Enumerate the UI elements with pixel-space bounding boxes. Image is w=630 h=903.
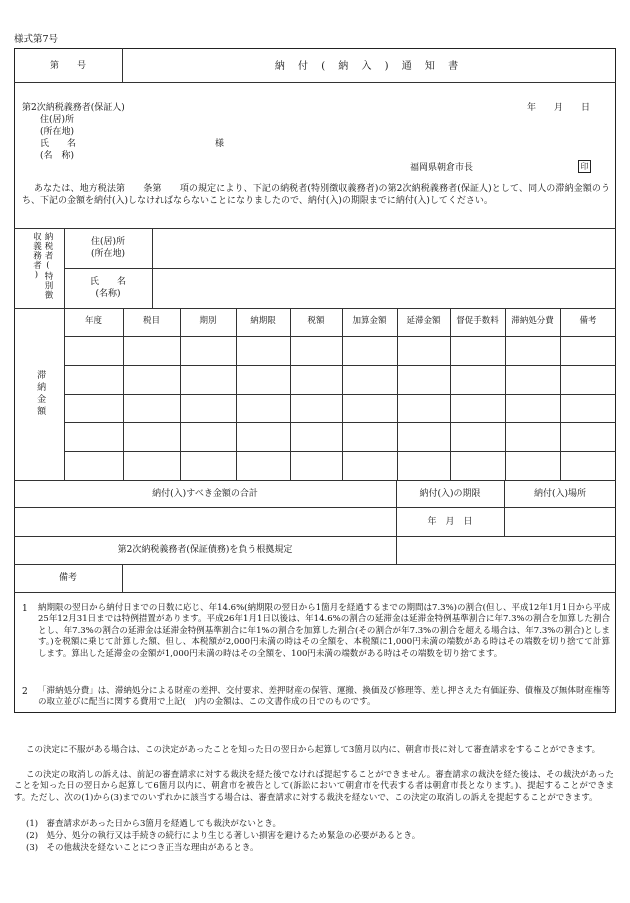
official-seal: 印 (578, 160, 591, 173)
basis-label: 第2次納税義務者(保証債務)を負う根拠規定 (117, 545, 293, 555)
arrears-column-header: 年度 (84, 316, 102, 326)
form-number: 様式第7号 (14, 34, 59, 45)
arrears-row-line (64, 422, 616, 423)
arrears-row-line (64, 394, 616, 395)
addressee-address-sub: (所在地) (40, 127, 75, 137)
arrears-top-line (14, 308, 616, 309)
remarks-label: 備考 (58, 573, 77, 583)
addressee-name-label: 氏 名 (40, 139, 77, 149)
payment-place-label: 納付(入)場所 (533, 489, 587, 499)
arrears-column-header: 税目 (142, 316, 160, 326)
totals-mid-line (14, 507, 616, 508)
honorific: 様 (215, 139, 225, 149)
note-1-number: 1 (22, 604, 28, 614)
appeal-notice: この決定に不服がある場合は、この決定があったことを知った日の翌日から起算して3箇月以内に、朝倉市長に対して審査請求をすることができます。 (26, 745, 601, 755)
exception-2: (2) 処分、処分の執行又は手続きの続行により生じる著しい損害を避けるため緊急の必要があるとき。 (26, 831, 421, 841)
header-divider (14, 82, 616, 83)
remarks-split (122, 564, 123, 592)
arrears-side-label: 滞納金額 (35, 370, 46, 418)
lawsuit-notice: この決定の取消しの訴えは、前記の審査請求に対する裁決を経た後でなければ提起することができません。審査請求の裁決を経た後は、その裁決があったことを知った日の翌日から起算して6箇月以内に、朝倉市を被告として(訴訟において朝倉市を代表する者は朝倉市長となります。)、提起することができます。ただし、次の(1)から(3)までのいずれかに該当する場合は、審査請求に対する裁決を経ないで、この決定の取消しの訴えを提起することができます。 (14, 770, 614, 803)
issuer: 福岡県朝倉市長 (410, 163, 474, 173)
taxpayer-name-label: 氏 名 (89, 277, 126, 287)
taxpayer-side-label: 納税者(特別徴収義務者) (31, 232, 53, 300)
addressee-name-sub: (名 称) (40, 151, 75, 161)
note-1: 納期限の翌日から納付日までの日数に応じ、年14.6%(納期限の翌日から1箇月を経過するまでの期間は7.3%)の割合(但し、平成12年1月1日から平成25年12月31日までは特例措置があります。平成26年1月1日以後は、年14.6%の割合の延滞金は延滞金特例基準割合に年7.3%の割合を加算した割合とし、年7.3%の割合の延滞金は延滞金特例基準割合に年1%の割合を加算した割合(その割合が年7.3%の割合を超える場合は、年7.3%の割合)とします。)を税額に乗じて計算した額、但し、本税額が2,000円未満の時はその全額を、本税額に1,000円未満の端数がある時はその端数を切り捨てて計算します。算出した延滞金の金額が1,000円未満の時はその全額を、100円未満の端数がある時はその端数を切り捨てます。 (38, 603, 610, 659)
notice-text: あなたは、地方税法第 条第 項の規定により、下記の納税者(特別徴収義務者)の第2次納税義務者(保証人)として、同人の滞納金額のうち、下記の金額を納付(入)しなければならないことになりましたので、納付(入)の期限までに納付(入)してください。 (22, 184, 610, 207)
exception-3: (3) その他裁決を経ないことにつき正当な理由があるとき。 (26, 843, 259, 853)
deadline-date: 年 月 日 (427, 517, 473, 527)
arrears-column-header: 延滞金額 (406, 316, 441, 326)
remarks-bottom-line (14, 592, 616, 593)
note-2: 「滞納処分費」は、滞納処分による財産の差押、交付要求、差押財産の保管、運搬、換価及び修理等、差し押さえた有価証券、債権及び無体財産権等の取立並びに配当に関する費用で上記( )内の金額は、この文書作成の日でのものです。 (38, 686, 610, 708)
issue-date: 年 月 日 (527, 103, 591, 113)
taxpayer-address-sub: (所在地) (90, 249, 126, 259)
document-number: 第 号 (49, 61, 86, 71)
taxpayer-top-line (14, 228, 616, 229)
exception-1: (1) 審査請求があった日から3箇月を経過しても裁決がないとき。 (26, 819, 282, 829)
arrears-column-header: 期別 (199, 316, 217, 326)
arrears-row-line (64, 336, 616, 337)
arrears-column-header: 備考 (579, 316, 597, 326)
arrears-row-line (64, 451, 616, 452)
deadline-label: 納付(入)の期限 (419, 489, 481, 499)
addressee-address-label: 住(居)所 (40, 115, 75, 125)
taxpayer-address-label: 住(居)所 (90, 237, 126, 247)
arrears-column-header: 督促手数料 (456, 316, 499, 326)
note-2-number: 2 (22, 687, 28, 697)
taxpayer-name-sub: (名称) (95, 289, 121, 299)
document-title: 納 付 ( 納 入 ) 通 知 書 (274, 61, 464, 72)
arrears-column-header: 納期限 (250, 316, 276, 326)
arrears-column-header: 滞納処分費 (511, 316, 554, 326)
totals-bottom-line (14, 536, 616, 537)
secondary-payer-label: 第2次納税義務者(保証人) (22, 103, 125, 113)
arrears-column-header: 税額 (307, 316, 325, 326)
arrears-column-header: 加算金額 (352, 316, 387, 326)
total-amount-label: 納付(入)すべき金額の合計 (152, 489, 258, 499)
arrears-row-line (64, 365, 616, 366)
totals-top-line (14, 480, 616, 481)
basis-bottom-line (14, 564, 616, 565)
taxpayer-mid-line (64, 268, 616, 269)
